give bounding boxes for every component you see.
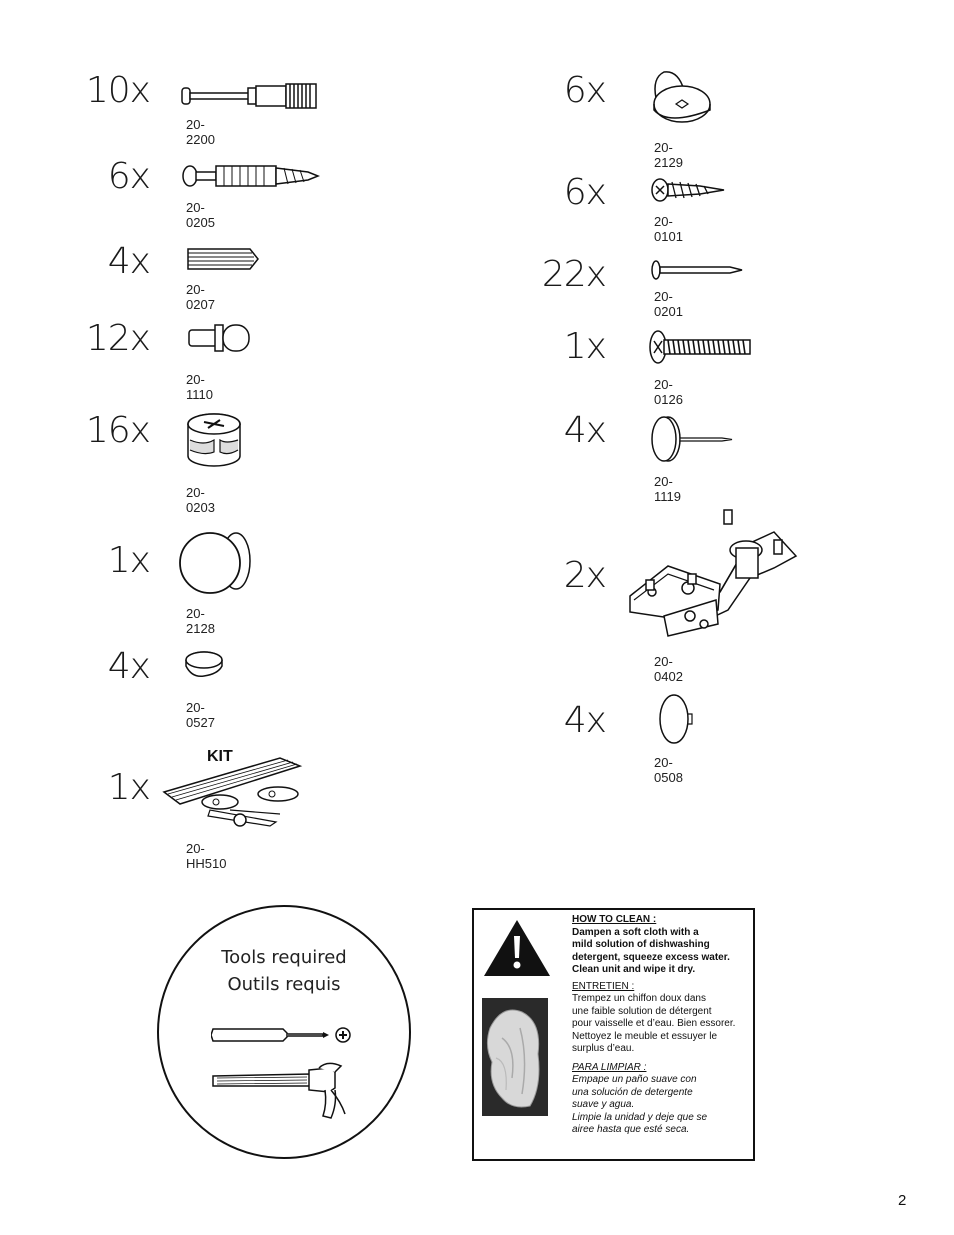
part-code: 20-0402 bbox=[654, 654, 683, 684]
body-fr-line: surplus d’eau. bbox=[572, 1043, 635, 1054]
part-code: 20-0205 bbox=[186, 200, 215, 230]
heading-es: PARA LIMPIAR : bbox=[572, 1061, 647, 1073]
quantity: 1x bbox=[107, 540, 150, 581]
body-es-line: suave y agua. bbox=[572, 1099, 635, 1110]
part-code: 20-1110 bbox=[186, 372, 213, 402]
part-code: 20-0203 bbox=[186, 485, 215, 515]
quantity: 4x bbox=[563, 410, 606, 451]
body-fr-line: Trempez un chiffon doux dans bbox=[572, 993, 706, 1004]
anti-tip-kit-icon bbox=[160, 752, 308, 834]
tools-title-fr: Outils requis bbox=[227, 974, 341, 995]
part-code: 20-1119 bbox=[654, 474, 681, 504]
knob-icon bbox=[178, 525, 256, 599]
wood-screw-icon bbox=[650, 176, 726, 204]
body-en-line: detergent, squeeze excess water. bbox=[572, 951, 730, 963]
body-en-line: mild solution of dishwashing bbox=[572, 939, 710, 950]
part-code: 20-0126 bbox=[654, 377, 683, 407]
heading-fr: ENTRETIEN : bbox=[572, 980, 635, 992]
heading-en: HOW TO CLEAN : bbox=[572, 914, 657, 925]
body-en-line: Dampen a soft cloth with a bbox=[572, 926, 699, 938]
quantity: 4x bbox=[107, 646, 150, 687]
quantity: 16x bbox=[85, 410, 150, 451]
screwdriver-icon bbox=[211, 1025, 355, 1045]
body-es-line: airee hasta que esté seca. bbox=[572, 1124, 690, 1135]
page-number: 2 bbox=[898, 1192, 907, 1209]
quantity: 1x bbox=[107, 767, 150, 808]
body-es-line: Empape un paño suave con bbox=[572, 1074, 697, 1085]
cloth-icon bbox=[482, 998, 548, 1116]
kit-label: KIT bbox=[207, 748, 233, 765]
quantity: 6x bbox=[563, 172, 606, 213]
body-en-line: Clean unit and wipe it dry. bbox=[572, 964, 696, 975]
quantity: 6x bbox=[563, 70, 606, 111]
hammer-icon bbox=[211, 1062, 355, 1122]
nail-glide-icon bbox=[650, 414, 736, 464]
wood-dowel-icon bbox=[184, 245, 264, 273]
cleaning-text bbox=[572, 914, 750, 1137]
machine-screw-icon bbox=[648, 328, 754, 366]
part-code: 20-0101 bbox=[654, 214, 683, 244]
cap-cover-icon bbox=[656, 692, 696, 746]
cam-lock-icon bbox=[184, 410, 244, 470]
quantity: 6x bbox=[107, 156, 150, 197]
tools-title-en: Tools required bbox=[221, 947, 347, 968]
body-fr-line: une faible solution de détergent bbox=[572, 1005, 712, 1017]
part-code: 20-2129 bbox=[654, 140, 683, 170]
threaded-bolt-icon bbox=[180, 160, 320, 192]
body-es-line: Limpie la unidad y deje que se bbox=[572, 1111, 708, 1123]
quantity: 12x bbox=[85, 318, 150, 359]
shelf-pin-icon bbox=[185, 322, 255, 354]
part-code: 20-0207 bbox=[186, 282, 215, 312]
nail-icon bbox=[650, 258, 746, 282]
hinge-icon bbox=[624, 504, 800, 648]
warning-icon bbox=[482, 918, 552, 978]
quantity: 4x bbox=[563, 700, 606, 741]
quantity: 10x bbox=[85, 70, 150, 111]
part-code: 20-2128 bbox=[186, 606, 215, 636]
part-code: 20-0527 bbox=[186, 700, 215, 730]
body-es-line: una solución de detergente bbox=[572, 1086, 693, 1098]
bumper-pad-icon bbox=[184, 648, 228, 682]
part-code: 20-0508 bbox=[654, 755, 683, 785]
tools-required bbox=[157, 905, 411, 1159]
quantity: 22x bbox=[541, 254, 606, 295]
body-fr-line: pour vaisselle et d’eau. Bien essorer. bbox=[572, 1018, 736, 1029]
glide-clip-icon bbox=[648, 68, 714, 130]
part-code: 20-2200 bbox=[186, 117, 215, 147]
quantity: 4x bbox=[107, 241, 150, 282]
part-code: 20-0201 bbox=[654, 289, 683, 319]
part-code: 20-HH510 bbox=[186, 841, 227, 871]
cam-bolt-icon bbox=[180, 80, 320, 112]
quantity: 1x bbox=[563, 326, 606, 367]
body-fr-line: Nettoyez le meuble et essuyer le bbox=[572, 1030, 718, 1042]
quantity: 2x bbox=[563, 555, 606, 596]
cleaning-instructions bbox=[472, 908, 755, 1161]
